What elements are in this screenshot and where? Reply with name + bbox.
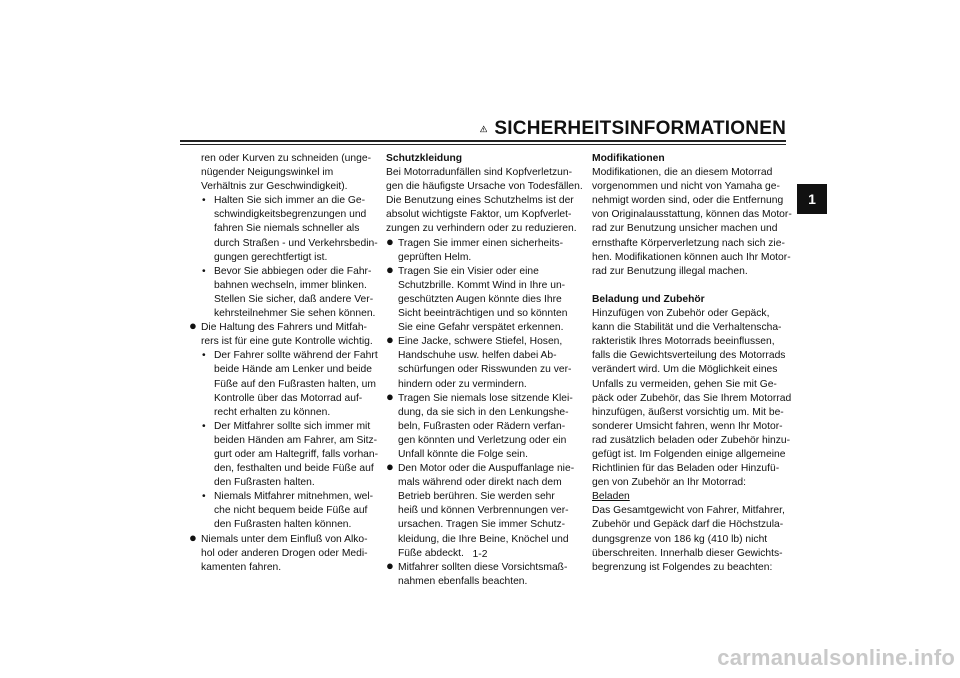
text-line — [386, 233, 582, 251]
page-title: SICHERHEITSINFORMATIONEN — [494, 118, 786, 139]
text: Füße abdeckt. — [398, 547, 464, 559]
text: beln, Fußrasten oder Rädern verfan- — [398, 420, 566, 432]
bullet-dot-icon: ● — [189, 529, 197, 545]
text: Niemals unter dem Einfluß von Alko- — [201, 533, 368, 545]
text-line — [386, 420, 582, 434]
text-line — [189, 180, 385, 194]
text-line — [386, 476, 582, 490]
text-line — [189, 504, 385, 518]
text-line — [386, 504, 582, 518]
text-line — [386, 194, 582, 208]
text-line — [386, 293, 582, 307]
text: kann die Stabilität und die Verhaltenscha- — [592, 322, 782, 334]
text: Unfalls zu vermeiden, gehen Sie mit Ge- — [592, 378, 777, 390]
text: kehrsteilnehmer Sie sehen können. — [214, 308, 376, 320]
text-line — [592, 490, 788, 504]
text: gurt oder am Haltegriff, falls vorhan- — [214, 448, 379, 460]
text-line — [592, 561, 788, 575]
text-line — [386, 166, 582, 180]
text: hinzufügen, äußerst vorsichtig um. Mit be- — [592, 406, 784, 418]
bullet-dot-icon: ● — [386, 557, 394, 573]
text: Das Gesamtgewicht von Fahrer, Mitfahrer, — [592, 505, 785, 517]
text-line — [189, 237, 385, 251]
text: Verhältnis zur Geschwindigkeit). — [201, 181, 348, 193]
text-line — [189, 420, 385, 434]
text: Tragen Sie niemals lose sitzende Klei- — [398, 392, 573, 404]
text-line — [592, 476, 788, 490]
text: geprüften Helm. — [398, 251, 472, 263]
text-line — [592, 307, 788, 321]
text-line — [592, 434, 791, 448]
text: hindern oder zu vermindern. — [398, 378, 527, 390]
text-line — [189, 166, 385, 180]
text: päck oder Zubehör, das Sie Ihrem Motorrad — [592, 392, 792, 404]
text: Handschuhe usw. helfen dabei Ab- — [398, 350, 557, 362]
text-line — [592, 392, 792, 406]
text-line — [189, 335, 385, 349]
text: rad zur Benutzung illegal machen. — [592, 265, 748, 277]
text: schürfungen oder Risswunden zu ver- — [398, 364, 572, 376]
text: ursachen. Tragen Sie immer Schutz- — [398, 519, 566, 531]
text-line — [386, 459, 582, 476]
bullet-icon: • — [202, 491, 206, 503]
text-line — [592, 321, 788, 335]
text: durch Straßen - und Verkehrsbedin- — [214, 237, 378, 249]
text-column-1 — [189, 152, 385, 575]
section-heading: Beladung und Zubehör — [592, 293, 705, 305]
text-line — [189, 265, 385, 279]
bullet-dot-icon: ● — [386, 261, 394, 277]
text-line — [386, 261, 582, 279]
text: Niemals Mitfahrer mitnehmen, wel- — [214, 491, 374, 503]
text-line — [386, 152, 582, 166]
text-line — [386, 388, 582, 406]
text: Zubehör und Gepäck darf die Höchstzula- — [592, 519, 784, 531]
page-number: 1-2 — [472, 549, 488, 560]
text: gen könnten und Verletzung oder ein — [398, 434, 567, 446]
text: Unfall könnte die Folge sein. — [398, 448, 528, 460]
text-line — [189, 194, 385, 208]
text: falls die Gewichtsverteilung des Motorrads — [592, 350, 786, 362]
text: rad zusätzlich beladen oder Zubehör hinzu- — [592, 434, 791, 446]
text: gefügt ist. Im Folgenden einige allgemeine — [592, 448, 786, 460]
text-line — [386, 332, 582, 349]
subheading: Beladen — [592, 491, 630, 503]
text: Modifikationen, die an diesem Motorrad — [592, 167, 773, 179]
text-line — [592, 378, 788, 392]
text-line — [189, 462, 385, 476]
text: beide Hände am Lenker und beide — [214, 364, 373, 376]
header-rule-thin — [180, 144, 786, 145]
text-column-2 — [386, 152, 582, 589]
text: absolut wichtigste Faktor, um Kopfverlet- — [386, 209, 572, 221]
text: beiden Händen am Fahrer, am Sitz- — [214, 434, 378, 446]
text-line — [592, 237, 788, 251]
text: Die Benutzung eines Schutzhelms ist der — [386, 195, 574, 207]
text-line — [592, 406, 788, 420]
text-line — [386, 363, 582, 377]
text-line — [592, 251, 791, 265]
text-line — [386, 533, 582, 547]
text-line — [189, 378, 385, 392]
page-header — [480, 118, 786, 140]
text-line — [386, 307, 582, 321]
bullet-dot-icon: ● — [189, 318, 197, 334]
text: dung, da sie sich in den Lenkungshe- — [398, 406, 569, 418]
text: überschreiten. Innerhalb dieser Gewichts- — [592, 547, 783, 559]
text-line — [189, 392, 385, 406]
text-line — [189, 279, 385, 293]
text-line — [189, 547, 385, 561]
text: Den Motor oder die Auspuffanlage nie- — [398, 463, 575, 475]
text-line — [592, 335, 788, 349]
text: Tragen Sie ein Visier oder eine — [398, 265, 539, 277]
text-line — [592, 462, 788, 476]
text: schwindigkeitsbegrenzungen und — [214, 209, 367, 221]
bullet-dot-icon: ● — [386, 332, 394, 348]
warning-triangle-icon — [480, 121, 487, 137]
text-line — [592, 293, 788, 307]
text-line — [189, 406, 385, 420]
text: von Originalausstattung, können das Motor- — [592, 209, 792, 221]
text: zungen zu verhindern oder zu reduzieren. — [386, 223, 577, 235]
text: Eine Jacke, schwere Stiefel, Hosen, — [398, 336, 563, 348]
text: nahmen ebenfalls beachten. — [398, 575, 528, 587]
chapter-tab: 1 — [797, 184, 827, 214]
text: Hinzufügen von Zubehör oder Gepäck, — [592, 308, 770, 320]
text-line — [386, 279, 582, 293]
text-line — [386, 208, 582, 222]
text: Stellen Sie sicher, daß andere Ver- — [214, 293, 374, 305]
text: rad zur Benutzung unsicher machen und — [592, 223, 778, 235]
text-line — [592, 265, 788, 279]
text-line — [386, 448, 582, 462]
text-line — [189, 293, 385, 307]
text-line — [592, 349, 788, 363]
text: ernsthafte Körperverletzung nach sich zie- — [592, 237, 785, 249]
text: rakteristik Ihres Motorrads beeinflussen, — [592, 336, 775, 348]
text: Sicht beeinträchtigen und so könnten — [398, 308, 568, 320]
text: heiß und können Verbrennungen ver- — [398, 505, 569, 517]
text: gungen gerechtfertigt ist. — [214, 251, 328, 263]
text-line — [592, 152, 788, 166]
header-rule — [180, 140, 786, 142]
bullet-icon: • — [202, 195, 206, 207]
text-line — [189, 490, 385, 504]
bullet-dot-icon: ● — [386, 388, 394, 404]
text: Füße auf den Fußrasten halten, um — [214, 378, 376, 390]
text: ren oder Kurven zu schneiden (unge- — [201, 153, 372, 164]
text-line — [189, 307, 385, 321]
text-line — [386, 575, 582, 589]
text: gen von Zubehör an Ihr Motorrad: — [592, 477, 746, 489]
text: Kontrolle über das Motorrad auf- — [214, 392, 363, 404]
text: Der Mitfahrer sollte sich immer mit — [214, 420, 371, 432]
text-line — [386, 406, 582, 420]
text: Tragen Sie immer einen sicherheits- — [398, 237, 564, 249]
text-line — [386, 434, 582, 448]
text-line — [592, 504, 788, 518]
section-heading: Modifikationen — [592, 153, 665, 164]
text-line — [189, 561, 385, 575]
text: hol oder anderen Drogen oder Medi- — [201, 547, 368, 559]
text-line — [592, 420, 788, 434]
text: kleidung, die Ihre Beine, Knöchel und — [398, 533, 569, 545]
text: gen die häufigste Ursache von Todesfällen. — [386, 181, 583, 193]
text-line — [386, 518, 582, 532]
text: vorgenommen und nicht von Yamaha ge- — [592, 181, 780, 193]
text-line — [189, 152, 385, 166]
text-line — [189, 476, 385, 490]
text: rers ist für eine gute Kontrolle wichtig. — [201, 336, 373, 348]
text-line — [386, 349, 582, 363]
text: nehmigt worden sind, oder die Entfernung — [592, 195, 784, 207]
text-line — [189, 448, 385, 462]
text: Sie eine Gefahr verspätet erkennen. — [398, 322, 564, 334]
text: den, festhalten und beide Füße auf — [214, 463, 374, 475]
text: geschützten Augen könnte dies Ihre — [398, 293, 562, 305]
text-line — [189, 529, 385, 547]
text-line — [189, 251, 385, 265]
text: Mitfahrer sollten diese Vorsichtsmaß- — [398, 561, 568, 573]
text-line — [189, 349, 385, 363]
text: den Fußrasten halten können. — [214, 519, 352, 531]
text: sonderer Umsicht fahren, wenn Ihr Motor- — [592, 420, 783, 432]
watermark: carmanualsonline.info — [717, 645, 955, 670]
text: dungsgrenze von 186 kg (410 lb) nicht — [592, 533, 768, 545]
text-line — [386, 490, 582, 504]
bullet-dot-icon: ● — [386, 233, 394, 249]
text: Richtlinien für das Beladen oder Hinzufü- — [592, 463, 780, 475]
bullet-icon: • — [202, 420, 206, 432]
text-line — [592, 547, 788, 561]
text: Bevor Sie abbiegen oder die Fahr- — [214, 265, 372, 277]
bullet-dot-icon: ● — [386, 459, 394, 475]
text: Betrieb berühren. Sie werden sehr — [398, 491, 555, 503]
text-line — [189, 222, 385, 236]
text: verändert wird. Um die Möglichkeit eines — [592, 364, 778, 376]
text: hen. Modifikationen können auch Ihr Motor- — [592, 251, 791, 263]
text-line — [386, 180, 582, 194]
text: bahnen wechseln, immer blinken. — [214, 279, 367, 291]
text-line — [189, 518, 385, 532]
text-line — [592, 208, 792, 222]
text: begrenzung ist Folgendes zu beachten: — [592, 561, 773, 573]
text-line — [189, 363, 385, 377]
text-line — [386, 251, 582, 265]
text-line — [592, 448, 788, 462]
text: che nicht bequem beide Füße auf — [214, 505, 368, 517]
text: Der Fahrer sollte während der Fahrt — [214, 350, 378, 362]
text-line — [592, 194, 788, 208]
text-line — [592, 166, 788, 180]
bullet-icon: • — [202, 265, 206, 277]
text: mals während oder direkt nach dem — [398, 477, 562, 489]
text: Halten Sie sich immer an die Ge- — [214, 195, 366, 207]
text: Schutzbrille. Kommt Wind in Ihre un- — [398, 279, 566, 291]
text-line — [592, 222, 788, 236]
text-line — [386, 378, 582, 392]
text: recht erhalten zu können. — [214, 406, 331, 418]
text-line — [386, 321, 582, 335]
text-line — [189, 318, 385, 335]
text-line — [386, 222, 582, 236]
text-line — [592, 518, 788, 532]
text-line — [592, 533, 788, 547]
text-line — [189, 208, 385, 222]
section-heading: Schutzkleidung — [386, 153, 463, 164]
text: Die Haltung des Fahrers und Mitfah- — [201, 322, 367, 334]
text-line — [592, 363, 788, 377]
text-line — [189, 434, 385, 448]
text-line — [592, 279, 788, 293]
text: fahren Sie niemals schneller als — [214, 223, 360, 235]
bullet-icon: • — [202, 350, 206, 362]
text-line — [592, 180, 788, 194]
text: kamenten fahren. — [201, 561, 282, 573]
text: den Fußrasten halten. — [214, 477, 315, 489]
text: Bei Motorradunfällen sind Kopfverletzun- — [386, 167, 573, 179]
text-line — [386, 557, 582, 575]
text: nügender Neigungswinkel im — [201, 167, 334, 179]
text-column-3 — [592, 152, 792, 575]
